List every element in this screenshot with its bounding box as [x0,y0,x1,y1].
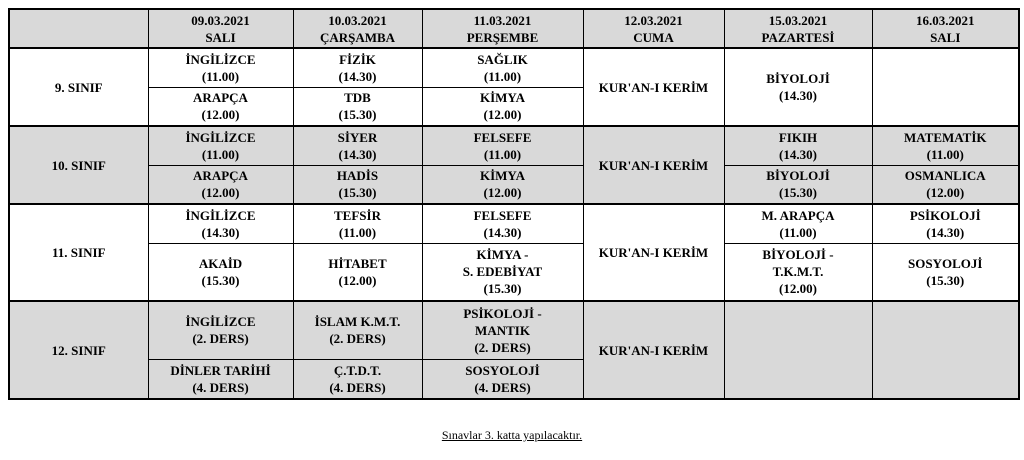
empty-cell [872,301,1019,399]
header-date: 12.03.2021 [624,12,683,28]
exam-cell [724,126,872,165]
exam-subject: SAĞLIK [477,51,528,67]
exam-subject: KİMYA [479,168,526,184]
exam-cell [293,165,422,204]
header-date: 10.03.2021 [328,12,387,28]
grade-label: 12. SINIF [9,301,148,399]
exam-subject: KUR'AN-I KERİM [598,157,709,173]
exam-time: (15.30) [483,281,522,297]
exam-cell [148,126,293,165]
exam-subject: FELSEFE [473,129,532,145]
exam-subject: ARAPÇA [193,168,248,184]
exam-cell [293,204,422,243]
exam-subject: KUR'AN-I KERİM [598,79,709,95]
exam-time: (4. DERS) [192,379,249,395]
exam-cell [148,48,293,87]
grade-12-row-a [9,301,1019,359]
exam-cell [422,87,583,126]
exam-schedule-table [8,8,1020,400]
header-date: 11.03.2021 [473,12,532,28]
header-date: 09.03.2021 [191,12,250,28]
exam-subject: FELSEFE [473,207,532,223]
exam-cell [724,165,872,204]
grade-label: 9. SINIF [9,48,148,126]
exam-time: (12.00) [779,281,817,297]
exam-subject: PSİKOLOJİ - [463,305,542,321]
exam-cell [422,204,583,243]
exam-cell [872,126,1019,165]
exam-cell [872,165,1019,204]
exam-cell [293,301,422,359]
empty-cell [724,301,872,399]
exam-time: (14.30) [779,146,817,162]
exam-subject: SOSYOLOJİ [465,362,540,378]
exam-subject: FIKIH [778,129,818,145]
exam-subject: HİTABET [328,255,387,271]
exam-time: (15.30) [201,272,240,288]
exam-time: (12.00) [201,185,240,201]
exam-cell [583,48,724,126]
exam-time: (12.00) [483,185,522,201]
exam-time: (4. DERS) [329,379,386,395]
exam-subject: İNGİLİZCE [185,129,256,145]
header-weekday: ÇARŞAMBA [319,29,396,45]
exam-subject: OSMANLICA [904,168,986,184]
exam-cell [872,243,1019,301]
header-weekday: PAZARTESİ [761,29,835,45]
exam-cell [293,87,422,126]
exam-cell [293,48,422,87]
grade-10-row-a [9,126,1019,165]
header-date: 16.03.2021 [916,12,975,28]
exam-subject: İNGİLİZCE [185,314,256,330]
header-day [872,9,1019,48]
header-day [724,9,872,48]
exam-subject: ARAPÇA [193,90,248,106]
exam-cell [148,204,293,243]
exam-time: (14.30) [483,224,522,240]
exam-subject: FİZİK [339,51,376,67]
footer-note [0,428,1024,443]
exam-subject: SOSYOLOJİ [908,255,983,271]
exam-time: (15.30) [926,272,965,288]
exam-cell [724,243,872,301]
exam-cell [148,165,293,204]
header-weekday: SALI [205,29,236,45]
exam-subject: PSİKOLOJİ [909,207,981,223]
exam-cell [422,165,583,204]
grade-9-row-a [9,48,1019,87]
grade-11-row-b [9,243,1019,301]
grade-11-row-a [9,204,1019,243]
exam-subject: MANTIK [475,322,530,338]
exam-cell [422,126,583,165]
exam-subject: MATEMATİK [903,129,987,145]
header-weekday: CUMA [633,29,674,45]
exam-subject: T.K.M.T. [772,264,824,280]
header-day [293,9,422,48]
exam-cell [583,126,724,204]
exam-time: (12.00) [338,272,377,288]
exam-cell [724,48,872,126]
exam-time: (11.00) [483,146,522,162]
exam-subject: BİYOLOJİ [766,168,830,184]
exam-subject: KUR'AN-I KERİM [598,245,709,260]
exam-subject: İNGİLİZCE [185,51,256,67]
exam-subject: KİMYA - [476,247,529,263]
exam-time: (2. DERS) [329,331,386,347]
exam-cell [422,301,583,359]
exam-subject: KİMYA [479,90,526,106]
exam-cell [148,243,293,301]
header-day [148,9,293,48]
exam-cell [148,359,293,399]
exam-subject: İSLAM K.M.T. [314,314,401,330]
exam-cell [148,87,293,126]
empty-cell [872,48,1019,126]
exam-time: (4. DERS) [474,379,531,395]
exam-time: (11.00) [201,146,240,162]
exam-subject: TEFSİR [334,207,381,223]
exam-cell [422,48,583,87]
exam-subject: M. ARAPÇA [761,207,835,223]
exam-time: (14.30) [338,68,377,84]
exam-time: (15.30) [338,185,377,201]
exam-time: (11.00) [338,224,377,240]
exam-time: (2. DERS) [192,331,249,347]
exam-subject: BİYOLOJİ [766,71,830,86]
grade-label: 11. SINIF [9,204,148,301]
exam-time: (12.00) [483,107,522,123]
exam-time: (15.30) [338,107,377,123]
exam-cell [724,204,872,243]
exam-time: (15.30) [779,185,817,201]
header-weekday: PERŞEMBE [466,29,539,45]
exam-time: (14.30) [926,224,965,240]
exam-time: (2. DERS) [474,339,531,355]
header-row [9,9,1019,48]
exam-cell [583,301,724,399]
exam-subject: AKAİD [198,255,243,271]
exam-time: (14.30) [338,146,377,162]
exam-cell [422,359,583,399]
exam-cell [293,243,422,301]
exam-time: (11.00) [483,68,522,84]
exam-time: (11.00) [779,224,817,240]
header-date: 15.03.2021 [768,12,828,28]
exam-subject: HADİS [336,168,379,184]
exam-time: (14.30) [779,88,817,103]
exam-cell [148,301,293,359]
exam-subject: S. EDEBİYAT [462,264,543,280]
exam-cell [872,204,1019,243]
exam-subject: DİNLER TARİHİ [170,362,271,378]
exam-time: (11.00) [201,68,240,84]
header-day [583,9,724,48]
exam-subject: TDB [344,90,371,106]
header-corner [9,9,148,48]
exam-time: (14.30) [201,224,240,240]
footer-note-text: Sınavlar 3. katta yapılacaktır. [441,428,583,442]
exam-time: (12.00) [201,107,240,123]
exam-subject: İNGİLİZCE [185,207,256,223]
exam-subject: SİYER [337,129,378,145]
exam-subject: BİYOLOJİ - [762,247,834,263]
header-day [422,9,583,48]
grade-label: 10. SINIF [9,126,148,204]
exam-cell [293,359,422,399]
grade-10-row-b [9,165,1019,204]
exam-time: (12.00) [926,185,965,201]
exam-cell [293,126,422,165]
header-weekday: SALI [930,29,961,45]
exam-cell [583,204,724,301]
exam-cell [422,243,583,301]
exam-subject: Ç.T.D.T. [333,362,382,378]
exam-time: (11.00) [926,146,964,162]
exam-subject: KUR'AN-I KERİM [598,342,709,358]
